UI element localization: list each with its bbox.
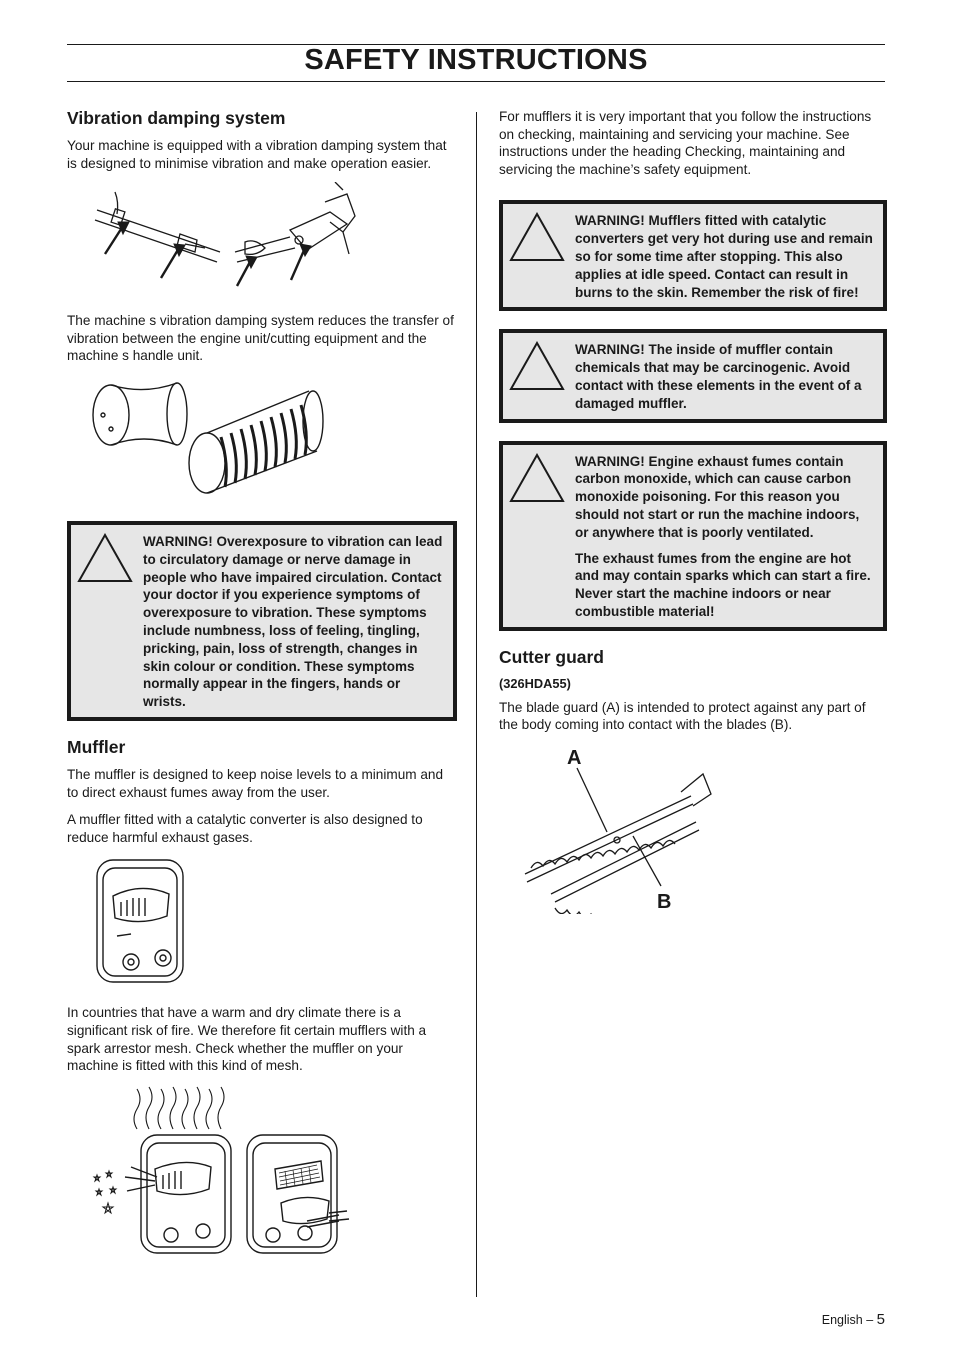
footer-separator: –: [866, 1313, 874, 1327]
warning-triangle-icon: [509, 212, 565, 262]
muffler-paragraph-1: The muffler is designed to keep noise levels to a minimum and to direct exhaust fumes away from the user.: [67, 766, 444, 800]
muffler-paragraph-3: In countries that have a warm and dry climate there is a significant risk of fire. We therefore fit certain mufflers with a spark arrestor mesh. Check whether the muffler on your machine is fitted with this kind of mesh.: [67, 1005, 427, 1074]
muffler-heat-spark-illustration: [85, 1085, 385, 1260]
label-b: B: [657, 890, 672, 913]
vibration-paragraph-1: Your machine is equipped with a vibration damping system that is designed to minimise vibration and make operation easier.: [67, 138, 447, 171]
muffler-illustration: [91, 856, 191, 988]
cutter-guard-illustration: [521, 744, 721, 914]
carcinogen-warning-box: [499, 329, 887, 422]
left-column: [67, 108, 457, 1260]
column-divider: [476, 112, 477, 1297]
warning-triangle-icon: [509, 341, 565, 391]
page-footer: [822, 1311, 885, 1328]
page-number: 5: [876, 1311, 885, 1328]
vibration-heading: Vibration damping system: [67, 108, 286, 128]
vibration-warning-text: WARNING! Overexposure to vibration can lead to circulatory damage or nerve damage in people who have impaired circulation. Contact your doctor if you experience symptoms of overexposure to vibration. These symptoms include numbness, loss of feeling, tingling, pricking, pain, loss of strength, changes in skin colour or condition. These symptoms normally appear in the fingers, hands or wrists.: [143, 533, 443, 710]
muffler-paragraph-4: For mufflers it is very important that you follow the instructions on checking, maintaining and servicing your machine. See instructions under the heading Checking, maintaining and servicing the machine’s safety equipment.: [499, 109, 872, 177]
muffler-heading: Muffler: [67, 736, 126, 757]
page-title: SAFETY INSTRUCTIONS: [304, 44, 648, 76]
vibration-warning-box: [67, 521, 457, 721]
footer-language: English: [821, 1313, 863, 1327]
catalytic-warning-text: WARNING! Mufflers fitted with catalytic converters get very hot during use and remain so for some time after stopping. This also applies at idle speed. Contact can result in burns to the skin. Remember the risk of fire!: [575, 213, 873, 300]
title-rule: [67, 81, 885, 82]
exhaust-warning-box: [499, 441, 887, 631]
warning-triangle-icon: [77, 533, 133, 583]
cutter-guard-paragraph: The blade guard (A) is intended to protect against any part of the body coming into contact with the blades (B).: [499, 699, 866, 733]
warning-triangle-icon: [509, 453, 565, 503]
carcinogen-warning-text: WARNING! The inside of muffler contain chemicals that may be carcinogenic. Avoid contact with these elements in the event of a damaged muffler.: [575, 342, 862, 411]
right-column: [499, 108, 887, 914]
muffler-paragraph-2: A muffler fitted with a catalytic converter is also designed to reduce harmful exhaust gases.: [67, 812, 423, 845]
damper-springs-illustration: [89, 375, 329, 505]
cutter-guard-heading: Cutter guard: [499, 646, 604, 667]
catalytic-warning-box: [499, 200, 887, 311]
exhaust-warning-text-2: The exhaust fumes from the engine are hot and may contain sparks which can start a fire. Never start the machine indoors or near combustible material!: [575, 550, 871, 619]
vibration-handle-illustration: [85, 182, 375, 292]
exhaust-warning-text-1: WARNING! Engine exhaust fumes contain carbon monoxide, which can cause carbon monoxide poisoning. For this reason you should not start or run the machine indoors, or anywhere that is poorly ventilated.: [575, 453, 860, 540]
cutter-guard-model: (326HDA55): [499, 675, 571, 691]
label-a: A: [567, 746, 582, 769]
vibration-paragraph-2: The machine s vibration damping system reduces the transfer of vibration between the engine unit/cutting equipment and the machine s handle unit.: [67, 313, 454, 364]
